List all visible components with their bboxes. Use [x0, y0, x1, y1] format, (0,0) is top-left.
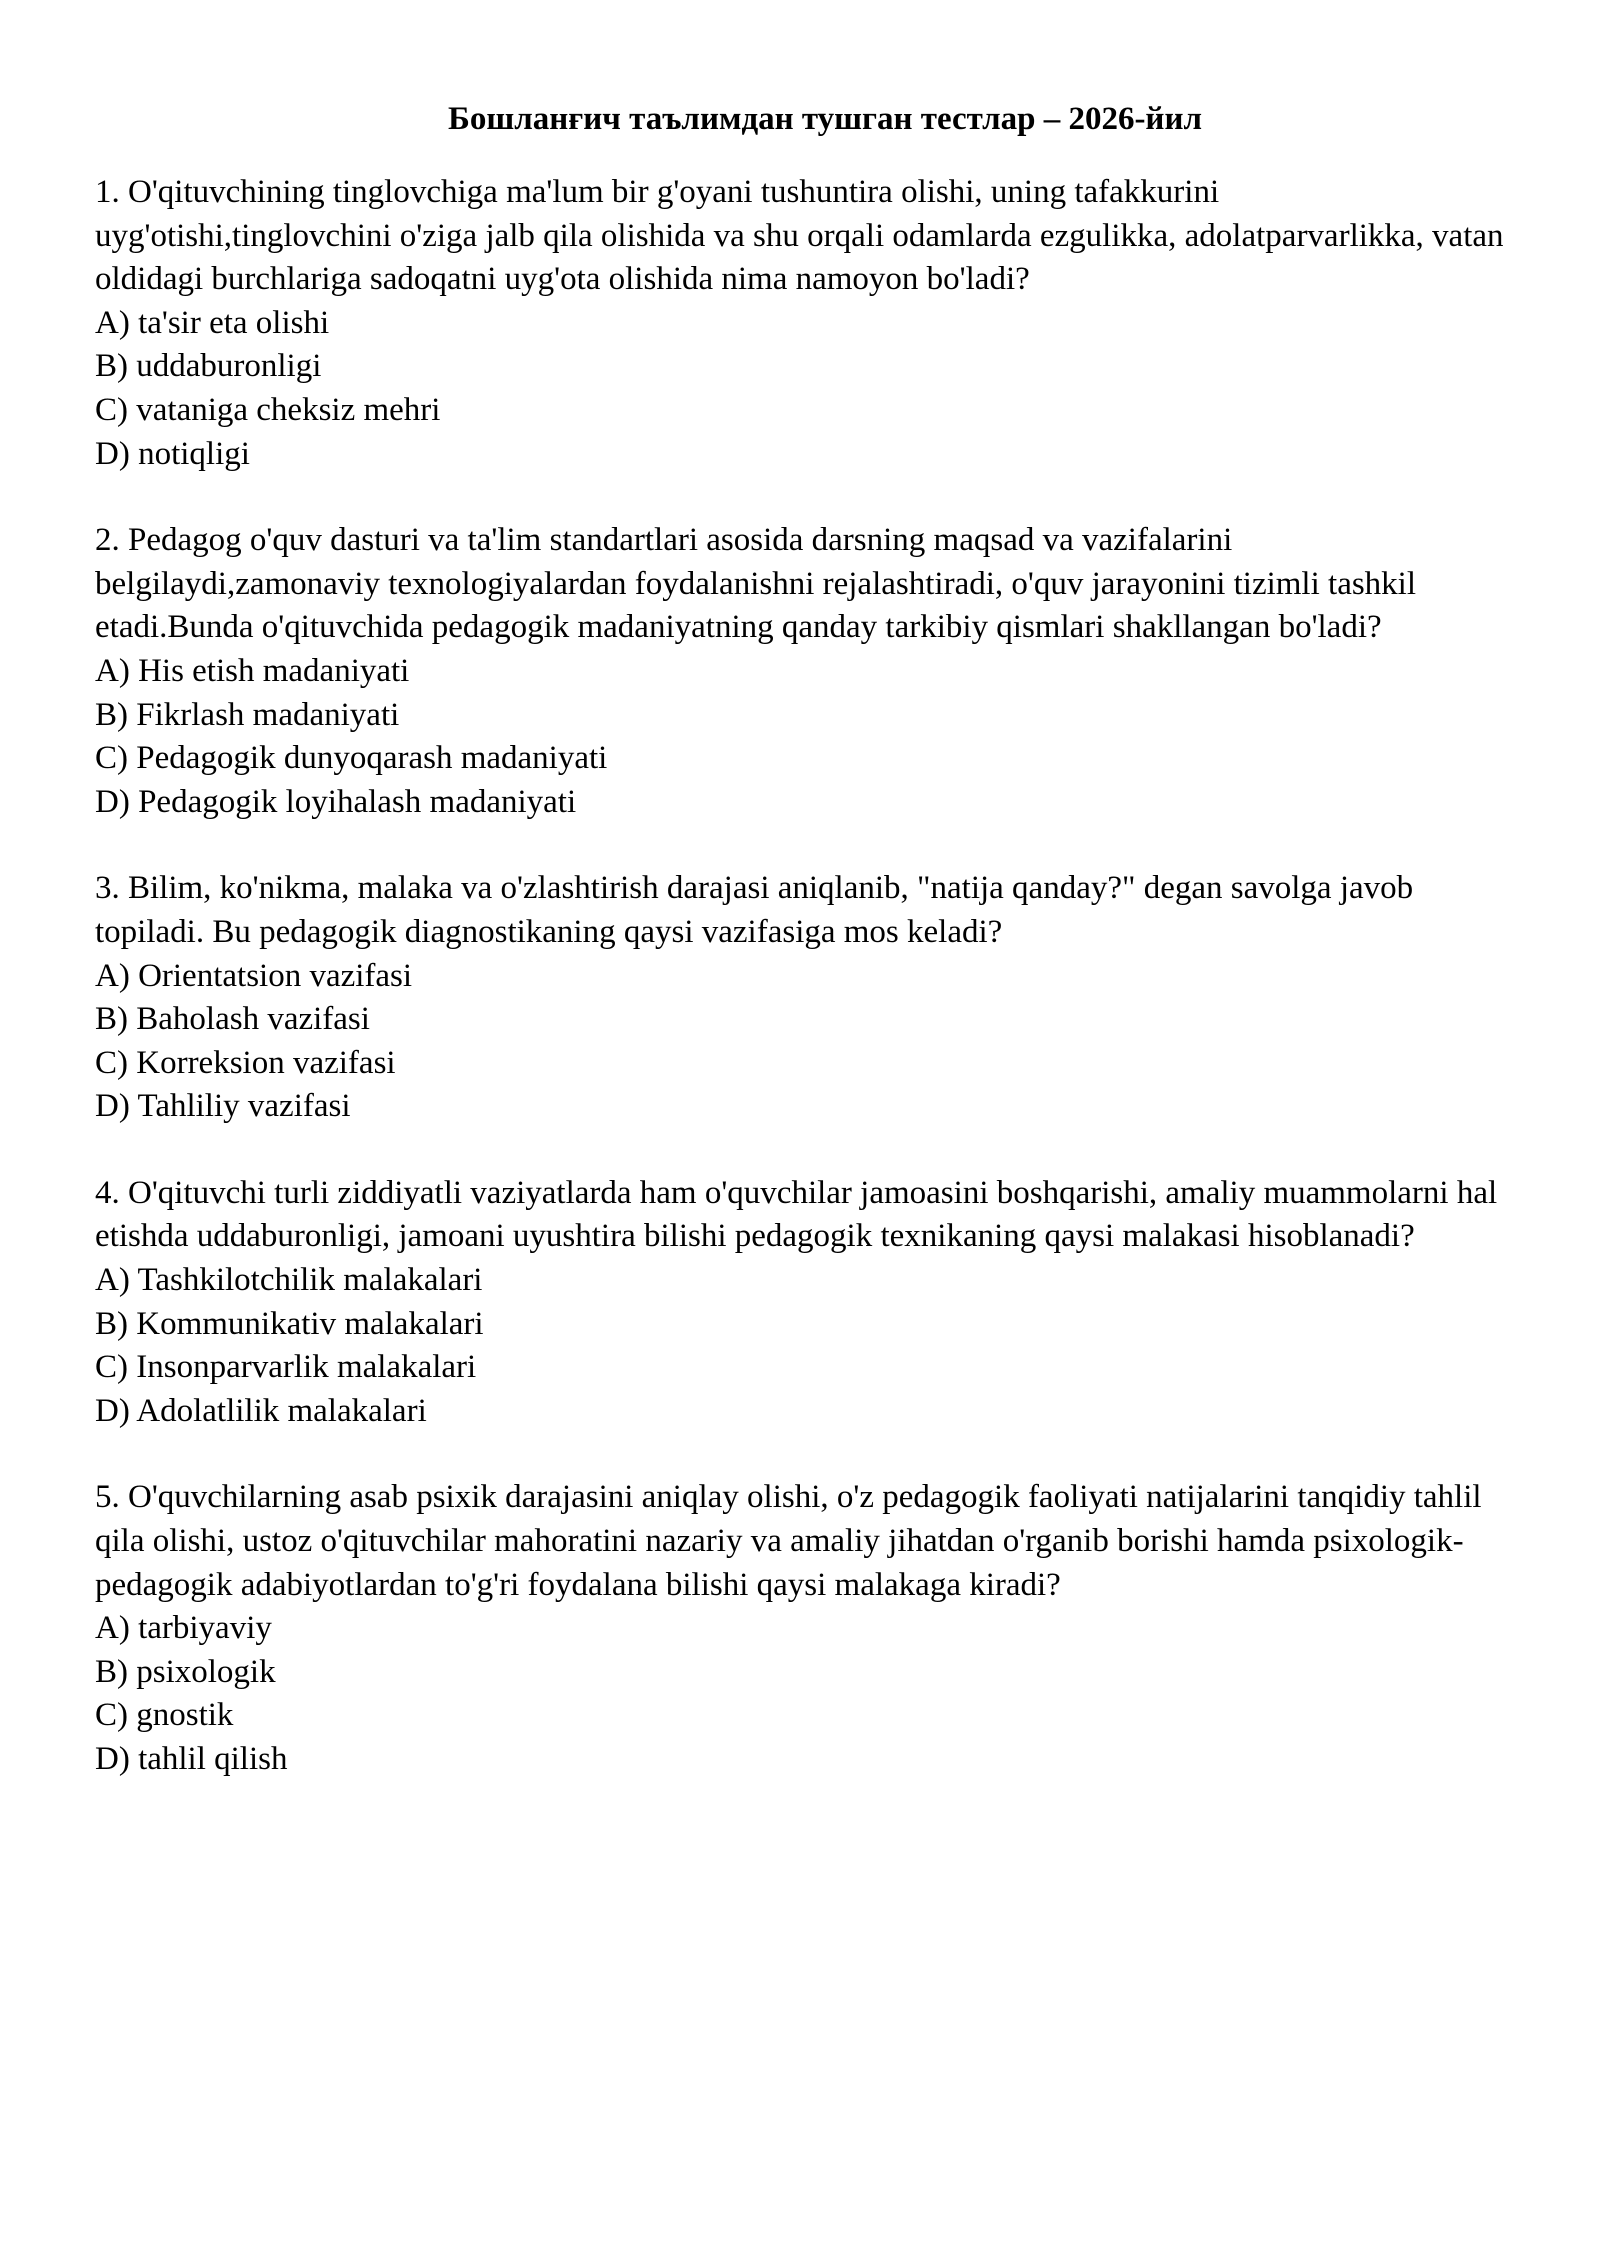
document-title: Бошланғич таълимдан тушган тестлар – 2026-йил	[448, 101, 1202, 137]
question-3	[95, 867, 1515, 1129]
question-text: 3. Bilim, ko'nikma, malaka va o'zlashtirish darajasi aniqlanib, "natija qanday?" degan savolga javob topiladi. Bu pedagogik diagnostikaning qaysi vazifasiga mos keladi?	[95, 870, 1414, 950]
option-b: B) psixologik	[95, 1653, 276, 1690]
option-b: B) Kommunikativ malakalari	[95, 1305, 484, 1342]
question-text: 4. O'qituvchi turli ziddiyatli vaziyatlarda ham o'quvchilar jamoasini boshqarishi, amaliy muammolarni hal etishda uddaburonligi, jamoani uyushtira bilishi pedagogik texnikaning qaysi malakasi hisoblanadi?	[95, 1174, 1498, 1255]
option-c: C) Pedagogik dunyoqarash madaniyati	[95, 740, 608, 777]
question-text: 5. O'quvchilarning asab psixik darajasini aniqlay olishi, o'z pedagogik faoliyati natijalarini tanqidiy tahlil qila olishi, ustoz o'qituvchilar mahoratini nazariy va amaliy jihatdan o'rganib borishi hamda psixologik-pedagogik adabiyotlardan to'g'ri foydalana bilishi qaysi malakaga kiradi?	[95, 1479, 1482, 1603]
question-text: 1. O'qituvchining tinglovchiga ma'lum bir g'oyani tushuntira olishi, uning tafakkurini uyg'otishi,tinglovchini o'ziga jalb qila olishida va shu orqali odamlarda ezgulikka, adolatparvarlikka, vatan oldidagi burchlariga sadoqatni uyg'ota olishida nima namoyon bo'ladi?	[95, 174, 1504, 298]
option-a: A) tarbiyaviy	[95, 1610, 272, 1647]
option-c: C) vataniga cheksiz mehri	[95, 391, 441, 428]
option-d: D) Pedagogik loyihalash madaniyati	[95, 783, 577, 820]
option-d: D) notiqligi	[95, 435, 250, 472]
option-b: B) uddaburonligi	[95, 348, 322, 385]
option-a: A) His etish madaniyati	[95, 652, 410, 689]
option-a: A) ta'sir eta olishi	[95, 304, 330, 341]
document-page	[95, 97, 1515, 1825]
option-c: C) Korreksion vazifasi	[95, 1044, 396, 1081]
option-a: A) Tashkilotchilik malakalari	[95, 1262, 483, 1299]
question-text: 2. Pedagog o'quv dasturi va ta'lim standartlari asosida darsning maqsad va vazifalarini belgilaydi,zamonaviy texnologiyalardan foydalanishni rejalashtiradi, o'quv jarayonini tizimli tashkil etadi.Bunda o'qituvchida pedagogik madaniyatning qanday tarkibiy qismlari shakllangan bo'ladi?	[95, 522, 1417, 646]
question-2	[95, 519, 1515, 824]
question-4	[95, 1172, 1515, 1434]
option-d: D) Adolatlilik malakalari	[95, 1392, 427, 1429]
option-b: B) Fikrlash madaniyati	[95, 696, 400, 733]
option-b: B) Baholash vazifasi	[95, 1001, 370, 1038]
question-1	[95, 171, 1515, 476]
option-c: C) Insonparvarlik malakalari	[95, 1349, 477, 1386]
option-c: C) gnostik	[95, 1697, 234, 1734]
question-5	[95, 1476, 1515, 1781]
option-a: A) Orientatsion vazifasi	[95, 957, 413, 994]
option-d: D) tahlil qilish	[95, 1741, 288, 1777]
option-d: D) Tahliliy vazifasi	[95, 1088, 351, 1125]
